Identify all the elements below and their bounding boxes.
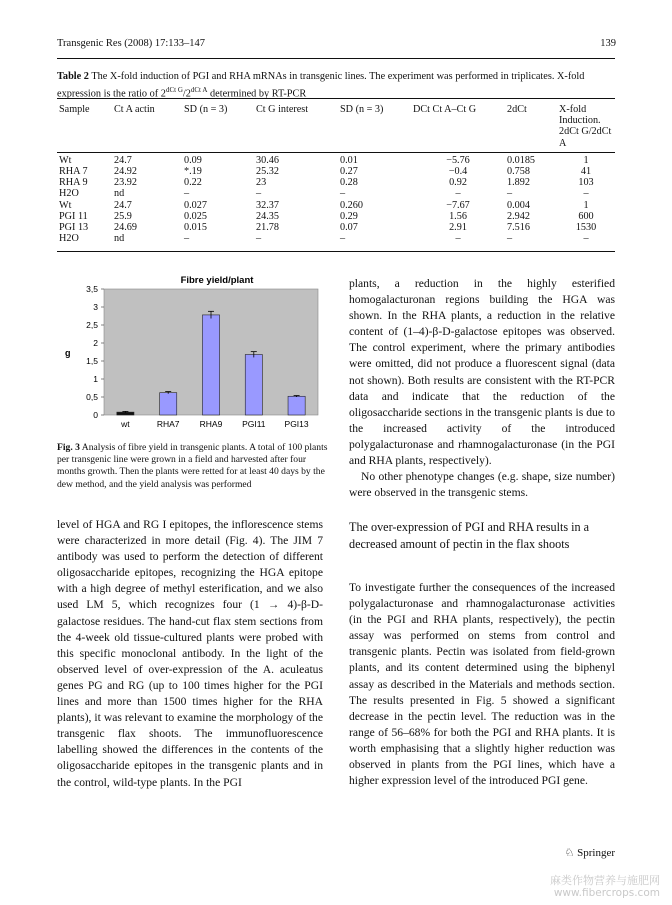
section-heading: The over-expression of PGI and RHA results in a decreased amount of pectin in the flax shoots — [349, 520, 590, 551]
body-paragraph: plants, a reduction in the highly esterified homogalacturonan regions building the HGA was shown. In the RHA plants, a reduction in the relative content of (1–4)-β-D-galactose epitopes was observed. The control experiment, where the primary antibodies were omitted, did not produce a fluorescent signal (data not shown). Both results are consistent with the RT-PCR data and indicate that the reduction of the oligosaccharide sections in the transgenic plants is due to the increased activity of the introduced polygalacturonase and rhamnogalacturonase (in the PGI and RHA plants, respectively). — [349, 277, 615, 468]
table-cell: 25.9 — [114, 210, 132, 222]
publisher-logo — [564, 846, 615, 859]
table-cell: 1 — [583, 199, 589, 211]
table-cell: −0.4 — [448, 166, 468, 178]
table-cell: 600 — [578, 210, 594, 222]
table-cell: – — [256, 233, 262, 245]
bar-rha7 — [160, 393, 177, 415]
table-cell: 23 — [256, 177, 267, 189]
table-cell: PGI 11 — [59, 210, 88, 222]
table-cell: 1.56 — [449, 210, 467, 222]
table-cell: H2O — [59, 233, 79, 245]
table-bottom-rule — [57, 251, 615, 252]
table-cell: Wt — [59, 199, 72, 211]
x-tick-label: RHA9 — [199, 419, 223, 429]
table-cell: 0.22 — [184, 177, 202, 189]
right-column-text-2 — [349, 580, 615, 789]
y-tick-label: 1 — [93, 374, 98, 384]
table-cell: – — [507, 233, 513, 245]
table-cell: 2.942 — [507, 210, 530, 222]
table-cell: −7.67 — [446, 199, 470, 211]
col-header-sd2: SD (n = 3) — [340, 104, 384, 115]
table-cell: 0.29 — [340, 210, 358, 222]
col-header-ct-g: Ct G interest — [256, 104, 309, 115]
table-cell: 0.015 — [184, 222, 207, 234]
bar-pgi13 — [288, 396, 305, 415]
table-cell: PGI 13 — [59, 222, 89, 234]
table-caption-sup2: dCt A — [190, 85, 208, 94]
table-cell: 0.92 — [449, 177, 467, 189]
table-row — [57, 166, 615, 177]
figure-label: Fig. 3 — [57, 442, 80, 453]
table-cell: – — [507, 188, 513, 200]
right-column-text — [349, 276, 615, 501]
y-tick-label: 2 — [93, 338, 98, 348]
table-cell: – — [583, 188, 589, 200]
table-row — [57, 177, 615, 188]
table-cell: 0.07 — [340, 222, 358, 234]
table-caption-text-c: determined by RT-PCR — [207, 87, 307, 99]
figure-caption — [57, 442, 334, 491]
table-cell: 24.69 — [114, 222, 137, 234]
table-cell: – — [455, 188, 461, 200]
col-header-sample: Sample — [59, 104, 90, 115]
y-tick-label: 1,5 — [86, 356, 98, 366]
table-cell: 30.46 — [256, 154, 279, 166]
x-tick-label: PGI11 — [242, 419, 266, 429]
y-tick-label: 0,5 — [86, 392, 98, 402]
watermark-url: www.fibercrops.com — [553, 887, 660, 899]
table-cell: 0.0185 — [507, 154, 536, 166]
table-cell: 24.7 — [114, 199, 132, 211]
table-cell: 0.004 — [507, 199, 530, 211]
table-cell: 41 — [580, 166, 592, 178]
table-cell: nd — [114, 233, 125, 245]
chart-title: Fibre yield/plant — [180, 275, 254, 286]
table-cell: 2.91 — [449, 222, 467, 234]
table-cell: 21.78 — [256, 222, 279, 234]
figure-caption-text: Analysis of fibre yield in transgenic plants. A total of 100 plants per transgenic line were grown in a field and harvested after four months growth. Then the plants were retted for at least 40 days by the dew method, and the yield analysis was performed — [57, 442, 328, 490]
table-caption-text-a: The X-fold induction of PGI and RHA mRNAs in transgenic lines. The experiment was performed in triplicates. X-fold expression is the ratio of 2 — [57, 71, 585, 99]
table-cell: – — [184, 188, 190, 200]
table-cell: – — [184, 233, 190, 245]
table-cell: 24.35 — [256, 210, 279, 222]
col-header-sd1: SD (n = 3) — [184, 104, 228, 115]
table-cell: – — [340, 188, 346, 200]
table-caption-text-b: /2 — [182, 87, 191, 99]
table-caption — [57, 71, 615, 100]
body-paragraph: To investigate further the consequences of the increased polygalacturonase and rhamnogalacturonase activities (in the PGI and RHA plants, respectively), the pectin assay was performed on stems from control and transgenic plants. Pectin was isolated from field-grown plants, and its content determined using the biphenyl assay as described in the Materials and methods section. The results presented in Fig. 5 showed a significant decrease in the pectin level. The reduction was in the range of 56–68% for both the PGI and RHA plants. It is worth emphasising that a slightly higher reduction was observed in plants from the PGI lines, which have a higher expression level of the introduced PGI gene. — [349, 581, 615, 788]
table-cell: – — [340, 233, 346, 245]
table-row — [57, 222, 615, 233]
springer-icon: ♘ — [564, 847, 575, 859]
table-cell: RHA 9 — [59, 177, 88, 189]
table-cell: 0.025 — [184, 210, 207, 222]
body-paragraph: level of HGA and RG I epitopes, the inflorescence stems were characterized in more detail (Fig. 4). The JIM 7 antibody was used to perform the detection of different oligosaccharide epitopes, recognizing the HGA epitope with a high degree of methyl esterification, and we also used LM 5, which recognizes four (1 → 4)-β-D-galactose residues. The hand-cut flax stem sections from the 4-week old tissue-cultured plants were probed with this specific monoclonal antibody. In the light of the observed level of over-expression of the A. aculeatus genes PG and RG (up to 100 times higher for the PGI lines and more than 1500 times higher for the RHA plants), it was relevant to examine the morphology of the transgenic flax shoots. The immunofluorescence labelling showed the differences in the contents of the oligosaccharide epitopes in the transgenic plants and in the control, wild-type plants. In the PGI — [57, 518, 323, 789]
col-header-dct: DCt Ct A–Ct G — [413, 104, 477, 115]
body-paragraph: No other phenotype changes (e.g. shape, size number) were observed in the transgenic stems. — [349, 470, 615, 500]
table-row — [57, 188, 615, 199]
x-tick-label: PGI13 — [284, 419, 309, 429]
table-top-rule — [57, 98, 615, 99]
left-column-text — [57, 517, 323, 791]
table-cell: 24.7 — [114, 154, 132, 166]
x-tick-label: wt — [121, 419, 130, 429]
table-header-rule — [57, 152, 615, 153]
table-cell: 32.37 — [256, 199, 279, 211]
bar-rha9 — [202, 315, 219, 415]
table-caption-sup: dCt G — [165, 85, 183, 94]
table-cell: 0.09 — [184, 154, 202, 166]
col-header-xfold: X-fold Induction. 2dCt G/2dCt A — [559, 104, 612, 149]
y-tick-label: 3 — [93, 302, 98, 312]
table-body — [57, 155, 615, 245]
table-cell: 0.027 — [184, 199, 207, 211]
page-number: 139 — [600, 38, 616, 49]
table-label: Table 2 — [57, 71, 89, 82]
table-cell: – — [455, 233, 461, 245]
publisher-name: Springer — [577, 847, 615, 859]
y-tick-label: 0 — [93, 410, 98, 420]
table-cell: 0.260 — [340, 199, 363, 211]
x-tick-label: RHA7 — [156, 419, 180, 429]
table-cell: 0.27 — [340, 166, 358, 178]
table-cell: *.19 — [184, 166, 202, 178]
data-table — [57, 104, 615, 244]
table-cell: 23.92 — [114, 177, 137, 189]
table-cell: 1 — [583, 154, 589, 166]
fibre-yield-chart — [57, 268, 333, 436]
col-header-ct-a: Ct A actin — [114, 104, 155, 115]
table-cell: Wt — [59, 154, 72, 166]
table-cell: nd — [114, 188, 125, 200]
table-cell: 7.516 — [507, 222, 530, 234]
table-cell: RHA 7 — [59, 166, 88, 178]
table-cell: 25.32 — [256, 166, 279, 178]
table-cell: 103 — [578, 177, 594, 189]
table-cell: 0.758 — [507, 166, 530, 178]
table-cell: 0.28 — [340, 177, 358, 189]
watermark-chinese: 麻类作物营养与施肥网 — [550, 874, 660, 887]
y-tick-label: 3,5 — [86, 284, 98, 294]
bar-pgi11 — [245, 355, 262, 415]
y-tick-label: 2,5 — [86, 320, 98, 330]
table-row — [57, 233, 615, 244]
table-cell: 24.92 — [114, 166, 137, 178]
table-cell: 1.892 — [507, 177, 530, 189]
table-cell: −5.76 — [446, 154, 470, 166]
table-cell: H2O — [59, 188, 79, 200]
table-cell: – — [583, 233, 589, 245]
table-cell: 1530 — [575, 222, 597, 234]
header-rule — [57, 58, 615, 59]
running-header-journal: Transgenic Res (2008) 17:133–147 — [57, 38, 206, 49]
table-cell: – — [256, 188, 262, 200]
table-row — [57, 155, 615, 166]
y-axis-label: g — [65, 348, 71, 358]
table-row — [57, 200, 615, 211]
col-header-2dct: 2dCt — [507, 104, 527, 115]
table-row — [57, 211, 615, 222]
table-cell: 0.01 — [340, 154, 358, 166]
